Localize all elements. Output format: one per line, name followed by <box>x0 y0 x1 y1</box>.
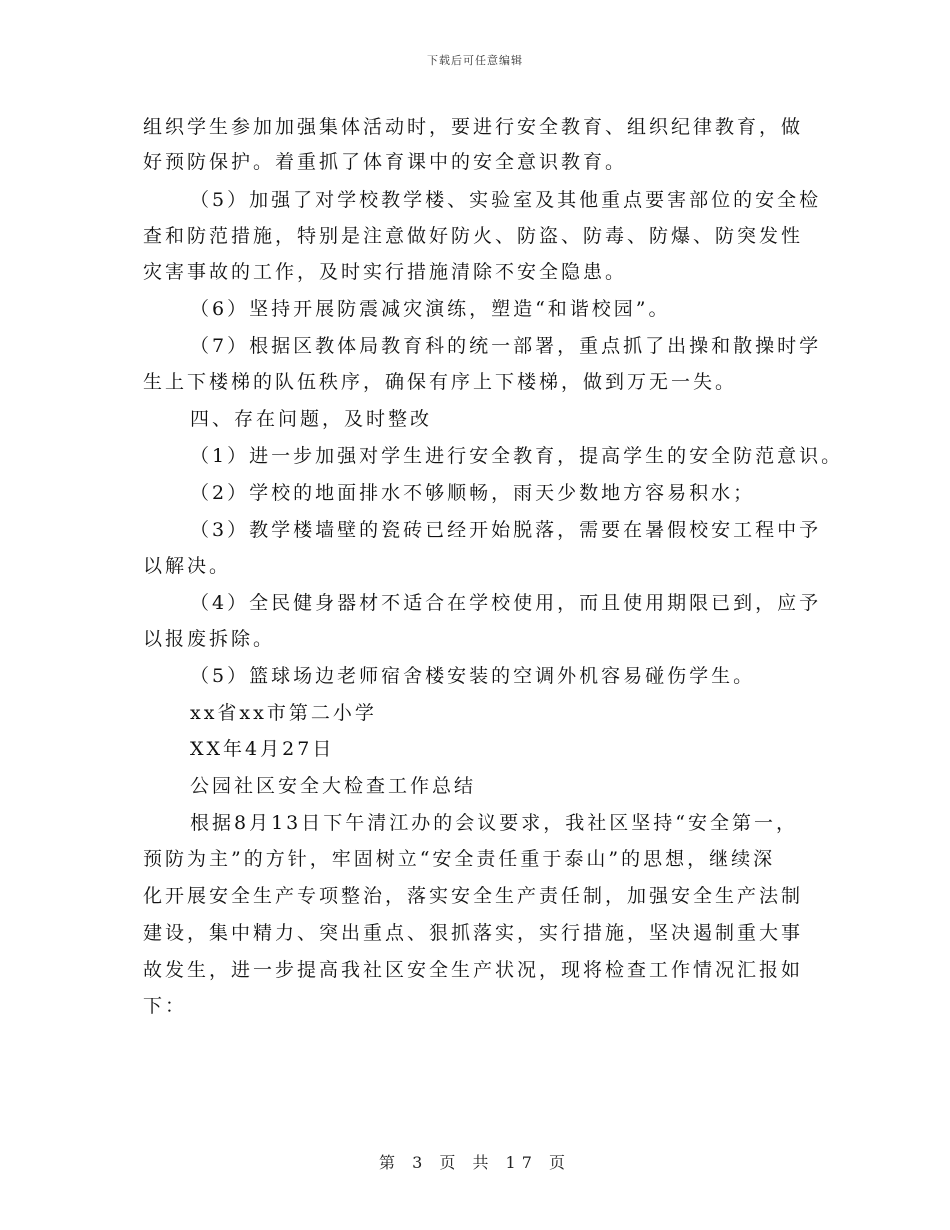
paragraph-line: （4）全民健身器材不适合在学校使用，而且使用期限已到，应予 <box>190 592 822 614</box>
paragraph-line: 以报废拆除。 <box>143 628 276 650</box>
page-header-note: 下载后可任意编辑 <box>427 54 523 67</box>
paragraph-line: （5）篮球场边老师宿舍楼安装的空调外机容易碰伤学生。 <box>190 665 756 687</box>
paragraph-line: 预防为主”的方针，牢固树立“安全责任重于泰山”的思想，继续深 <box>143 848 776 870</box>
paragraph-line: （1）进一步加强对学生进行安全教育，提高学生的安全防范意识。 <box>190 445 844 467</box>
signature-school: xx省xx市第二小学 <box>190 702 377 724</box>
section-heading: 四、存在问题，及时整改 <box>190 408 433 430</box>
paragraph-line: 查和防范措施，特别是注意做好防火、防盗、防毒、防爆、防突发性 <box>143 225 804 247</box>
paragraph-line: 故发生，进一步提高我社区安全生产状况，现将检查工作情况汇报如 <box>143 959 804 981</box>
paragraph-line: 生上下楼梯的队伍秩序，确保有序上下楼梯，做到万无一失。 <box>143 371 738 393</box>
paragraph-line: 好预防保护。着重抓了体育课中的安全意识教育。 <box>143 151 628 173</box>
page-number: 第 3 页 共 17 页 <box>379 1153 571 1172</box>
paragraph-line: （5）加强了对学校教学楼、实验室及其他重点要害部位的安全检 <box>190 189 822 211</box>
paragraph-line: （2）学校的地面排水不够顺畅，雨天少数地方容易积水； <box>190 482 756 504</box>
paragraph-line: 根据8月13日下午清江办的会议要求，我社区坚持“安全第一， <box>190 812 798 834</box>
paragraph-line: 化开展安全生产专项整治，落实安全生产责任制，加强安全生产法制 <box>143 885 804 907</box>
document-title: 公园社区安全大检查工作总结 <box>190 775 477 797</box>
signature-date: XX年4月27日 <box>190 738 335 760</box>
paragraph-line: 组织学生参加加强集体活动时，要进行安全教育、组织纪律教育，做 <box>143 116 804 138</box>
paragraph-line: 下： <box>143 995 188 1017</box>
paragraph-line: （3）教学楼墙壁的瓷砖已经开始脱落，需要在暑假校安工程中予 <box>190 519 822 541</box>
paragraph-line: 以解决。 <box>143 555 232 577</box>
paragraph-line: 灾害事故的工作，及时实行措施清除不安全隐患。 <box>143 261 628 283</box>
paragraph-line: （7）根据区教体局教育科的统一部署，重点抓了出操和散操时学 <box>190 335 822 357</box>
paragraph-line: 建设，集中精力、突出重点、狠抓落实，实行措施，坚决遏制重大事 <box>143 922 804 944</box>
paragraph-line: （6）坚持开展防震减灾演练，塑造“和谐校园”。 <box>190 298 671 320</box>
